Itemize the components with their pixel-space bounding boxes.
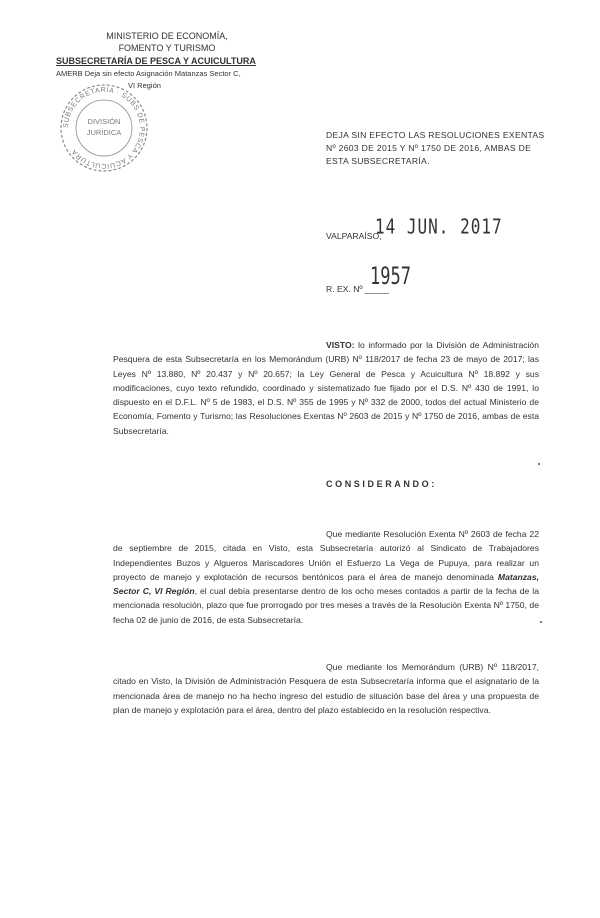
resolution-number: 1957 <box>370 263 411 291</box>
considerando-heading: CONSIDERANDO: <box>326 479 437 489</box>
scan-mark-2 <box>540 621 542 623</box>
reference-line-2: VI Región <box>128 81 161 90</box>
stamp-seal-icon <box>58 82 150 174</box>
ministry-line: MINISTERIO DE ECONOMÍA, <box>106 31 228 41</box>
official-stamp <box>58 82 150 174</box>
considerando-paragraph-2: Que mediante los Memorándum (URB) Nº 118/2017, citado en Visto, la División de Administración Pesquera de esta Subsecretaría informa que el asignatario de la mencionada área de manejo no ha hecho ingreso del estudio de situación base del área y una propuesta de plan de manejo y explotación para el área, dentro del plazo establecido en la resolución respectiva. <box>113 662 539 715</box>
place-label: VALPARAÍSO, <box>326 231 382 241</box>
resolution-summary: DEJA SIN EFECTO LAS RESOLUCIONES EXENTAS Nº 2603 DE 2015 Y Nº 1750 DE 2016, AMBAS DE ESTA SUBSECRETARÍA. <box>326 130 545 166</box>
stamp-center-line-2: JURÍDICA <box>86 128 122 137</box>
visto-paragraph <box>113 338 539 438</box>
subsecretaria-title: SUBSECRETARÍA DE PESCA Y ACUICULTURA <box>56 56 256 66</box>
area-name: Matanzas, Sector C, VI Región <box>113 571 539 597</box>
reference-line: AMERB Deja sin efecto Asignación Matanzas Sector C, <box>56 69 241 78</box>
ministry-header <box>92 30 242 54</box>
stamp-ring-text: SUBSECRETARIA · SUBS DE PESCA Y ACUICULTURA <box>62 86 146 170</box>
scan-mark <box>538 463 540 465</box>
visto-lead: VISTO: <box>326 340 355 350</box>
ministry-line-2: FOMENTO Y TURISMO <box>118 43 216 53</box>
considerando-paragraph-1 <box>113 527 539 627</box>
paragraph-text: Que mediante Resolución Exenta Nº 2603 de fecha 22 de septiembre de 2015, citada en Visto, esta Subsecretaría autorizó al Sindicato de Trabajadores Independientes Buzos y Algueros Mariscadores Unión el Esfuerzo La Vega de Pupuya, para realizar un proyecto de manejo y explotación de recursos bentónicos para el área de manejo denominada <box>113 529 539 582</box>
paragraph-text-cont: , el cual debía presentarse dentro de los ocho meses contados a partir de la fecha de la mencionada resolución, plazo que fue prorrogado por tres meses a través de la Resolución Exenta Nº 1750, de fecha 02 de junio de 2016, de esta Subsecretaría. <box>113 586 539 625</box>
resolution-number-label: R. EX. Nº _____ <box>326 284 389 294</box>
visto-text: lo informado por la División de Administración Pesquera de esta Subsecretaría en los Memorándum (URB) Nº 118/2017 de fecha 23 de mayo de 2017; las Leyes Nº 13.880, Nº 20.437 y Nº 20.657; la Ley General de Pesca y Acuicultura Nº 18.892 y sus modificaciones, cuyo texto refundido, coordinado y sistematizado fue fijado por el D.S. Nº 430 de 1991, lo dispuesto en el D.F.L. Nº 5 de 1983, el D.S. Nº 355 de 1995 y Nº 332 de 2000, todos del actual Ministerio de Economía, Fomento y Turismo; las Resoluciones Exentas Nº 2603 de 2015 y Nº 1750 de 2016, ambas de esta Subsecretaría. <box>113 340 539 436</box>
resolution-date: 14 JUN. 2017 <box>375 214 503 239</box>
stamp-center-line: DIVISIÓN <box>87 117 121 126</box>
